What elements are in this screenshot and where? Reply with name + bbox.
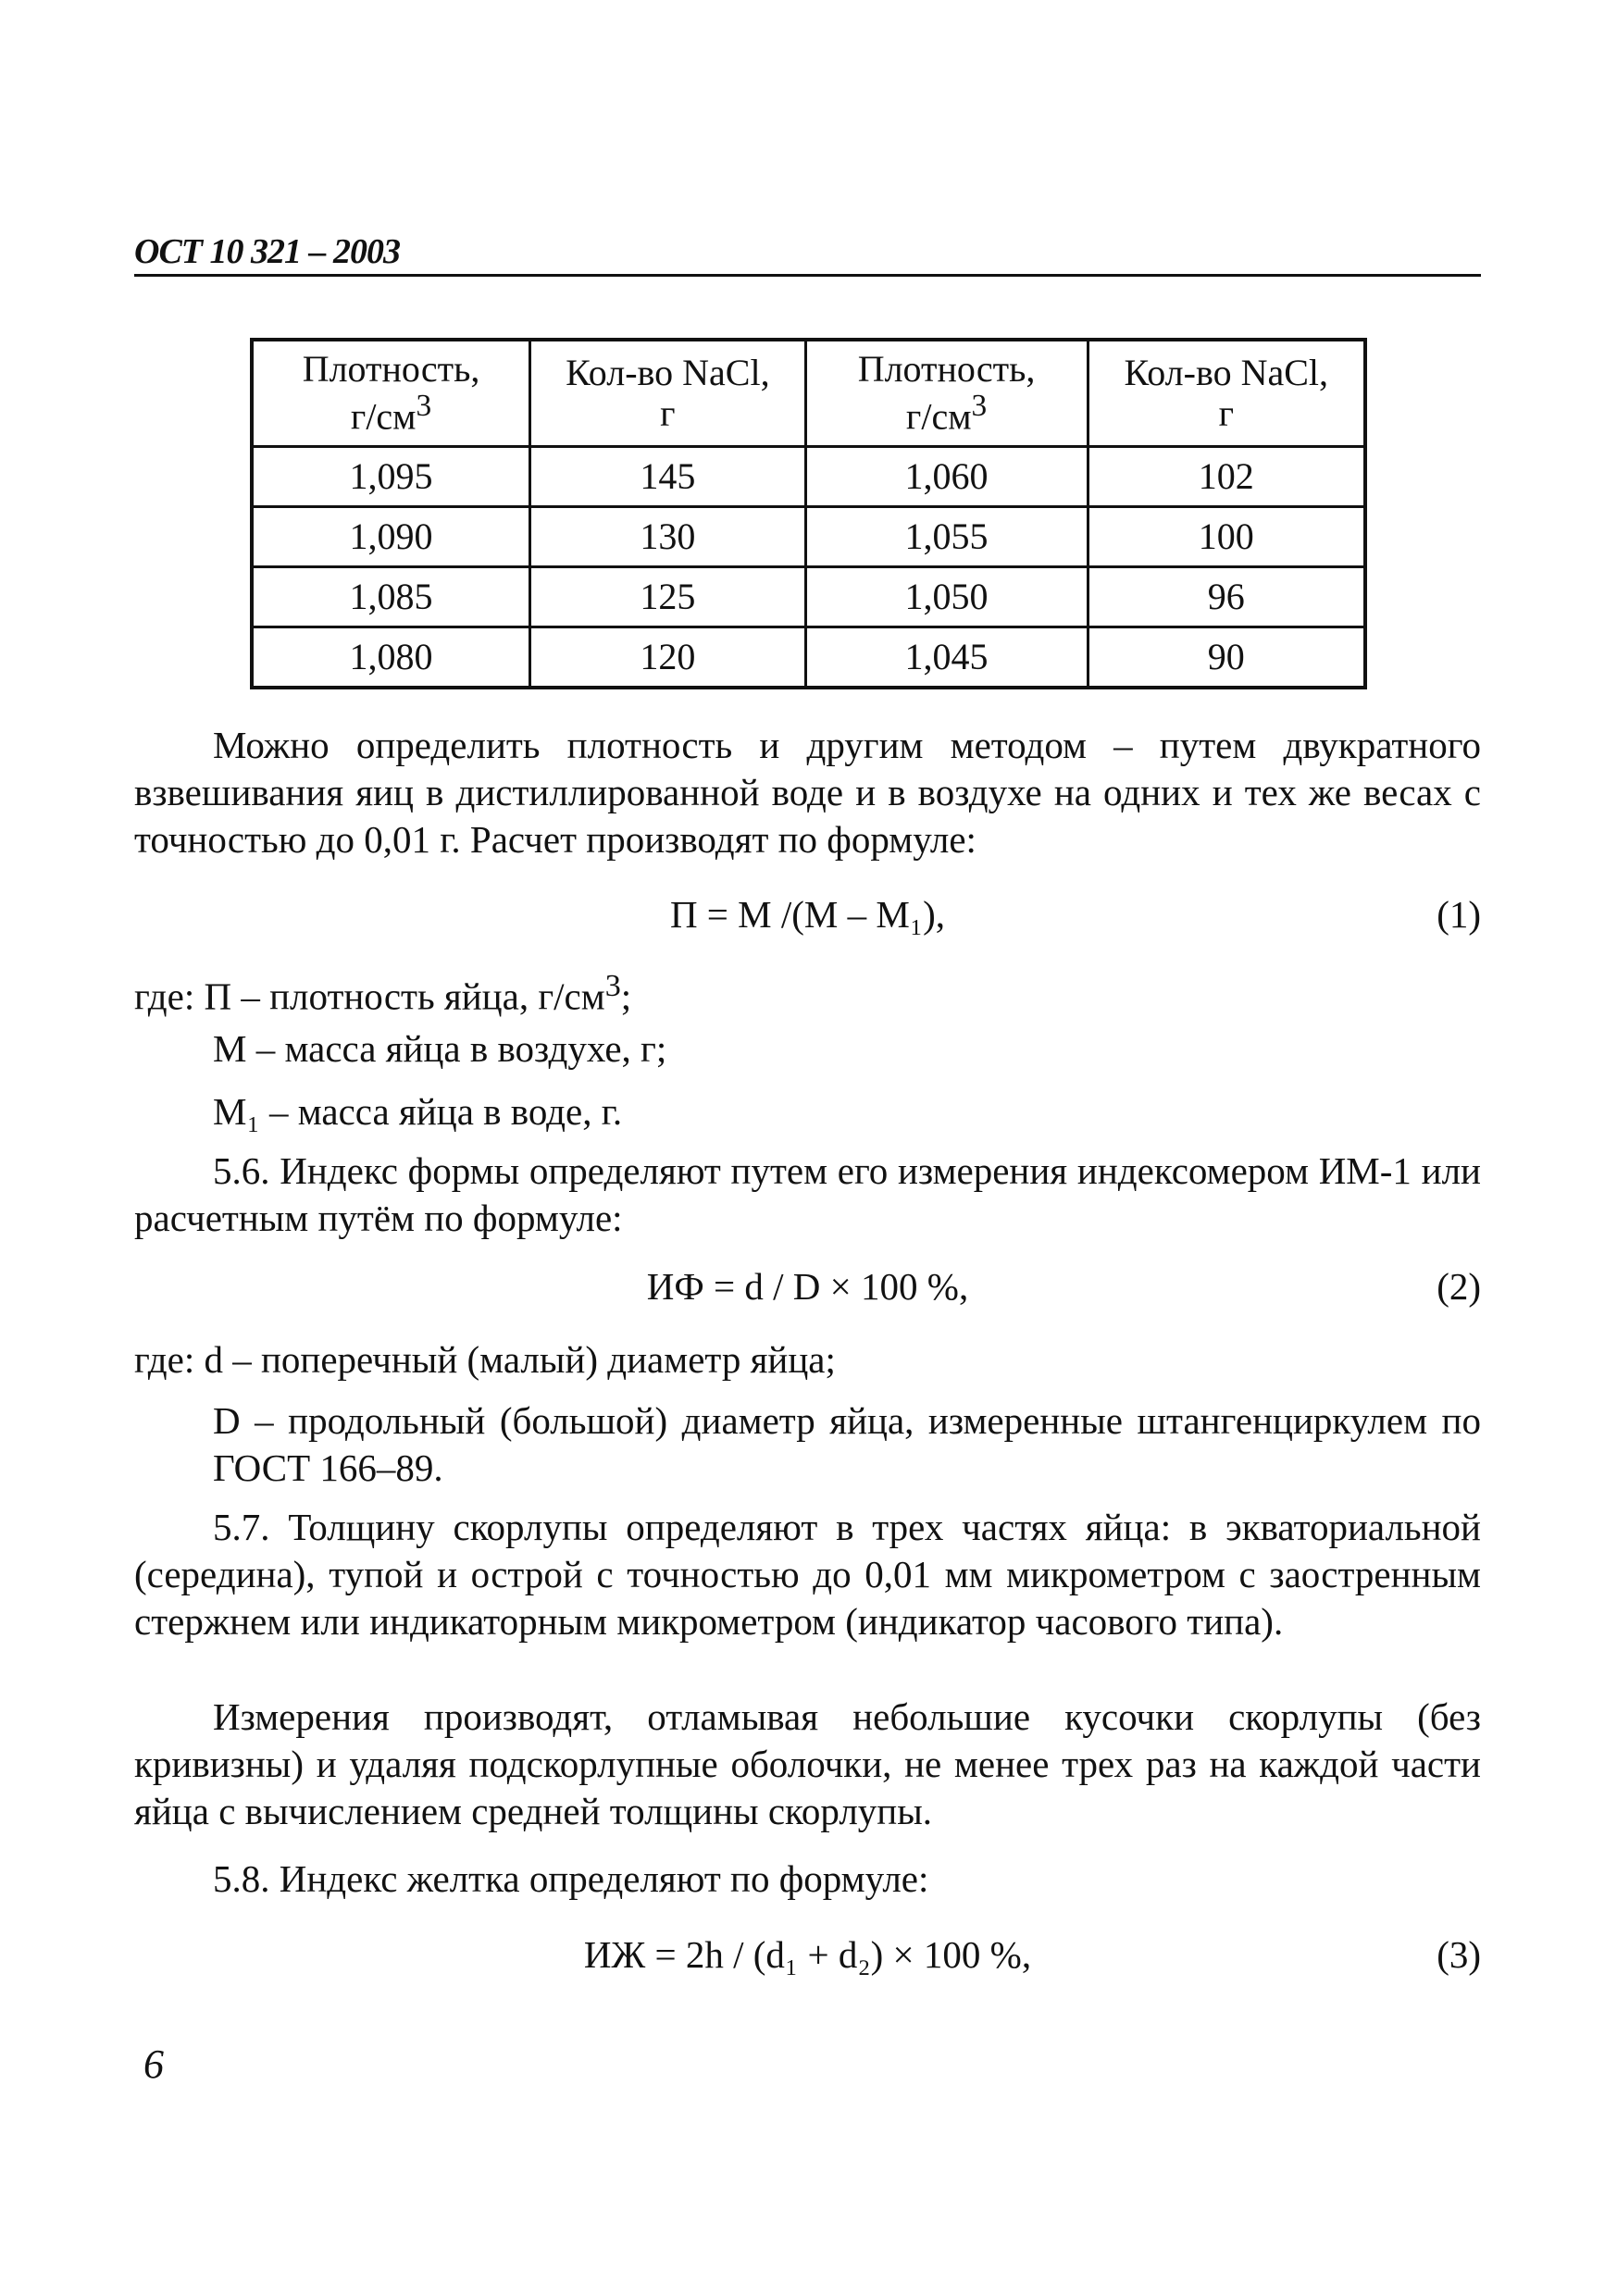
table-cell: 1,050 [805,567,1088,627]
table-header-cell: Кол-во NaCl, г [530,340,805,447]
table-cell: 125 [530,567,805,627]
table-row [252,627,1365,689]
table-cell: 1,055 [805,507,1088,567]
table-cell: 120 [530,627,805,689]
table-cell: 1,090 [252,507,530,567]
where-line: М – масса яйца в воздухе, г; [213,1027,667,1070]
table-header-cell: Плотность, $г/см^3$ [252,340,530,447]
table-row [252,507,1365,567]
table-row [252,567,1365,627]
paragraph-5-7: 5.7. Толщину скорлупы определяют в трех частях яйца: в экваториальной (середина), тупой и острой с точностью до 0,01 мм микрометром с заостренным стержнем или индикаторным микрометром (индикатор часового типа). [134,1506,1481,1643]
formula-3 [134,1931,1481,1979]
formula-number: (1) [1437,893,1481,936]
where-line-hanging: D – продольный (большой) диаметр яйца, измеренные штангенциркулем по ГОСТ 166–89. [213,1399,1481,1489]
table-cell: 130 [530,507,805,567]
page-number: 6 [143,2042,164,2087]
table-cell: 1,045 [805,627,1088,689]
header-rule [134,274,1481,277]
formula-expression: ИФ = d / D × 100 %, [646,1265,969,1308]
formula-1 [134,891,1481,938]
where-line: где: П – плотность яйца, $г/см^3$; [134,969,632,1018]
table-cell: 1,060 [805,447,1088,507]
paragraph-density-method: Можно определить плотность и другим методом – путем двукратного взвешивания яиц в дистиллированной воде и в воздухе на одних и тех же весах с точностью до 0,01 г. Расчет производят по формуле: [134,724,1481,861]
table-cell: 1,080 [252,627,530,689]
document-header: ОСТ 10 321 – 2003 [134,232,400,271]
paragraph-measurements: Измерения производят, отламывая небольшие кусочки скорлупы (без кривизны) и удаляя подскорлупные оболочки, не менее трех раз на каждой части яйца с вычислением средней толщины скорлупы. [134,1695,1481,1832]
formula-2 [134,1263,1481,1310]
paragraph-5-8: 5.8. Индекс желтка определяют по формуле: [213,1857,929,1900]
paragraph-5-6: 5.6. Индекс формы определяют путем его измерения индексомером ИМ-1 или расчетным путём по формуле: [134,1149,1481,1239]
table-header-cell: Кол-во NaCl, г [1088,340,1365,447]
formula-number: (3) [1437,1933,1481,1976]
table-cell: 1,095 [252,447,530,507]
table-header-cell: Плотность, $г/см^3$ [805,340,1088,447]
table-cell: 145 [530,447,805,507]
where-line: где: d – поперечный (малый) диаметр яйца; [134,1338,836,1381]
formula-expression: П = М /(М – М₁), [669,893,946,936]
formula-expression: ИЖ = 2h / (d₁ + d₂) × 100 %, [583,1933,1032,1976]
table-cell: 100 [1088,507,1365,567]
table-cell: 1,085 [252,567,530,627]
table-cell: 102 [1088,447,1365,507]
table-cell: 96 [1088,567,1365,627]
table-row [252,447,1365,507]
table-cell: 90 [1088,627,1365,689]
where-line: М₁ – масса яйца в воде, г. [213,1090,623,1133]
table-header-row [252,340,1365,447]
formula-number: (2) [1437,1265,1481,1308]
density-salt-table [250,338,1367,689]
